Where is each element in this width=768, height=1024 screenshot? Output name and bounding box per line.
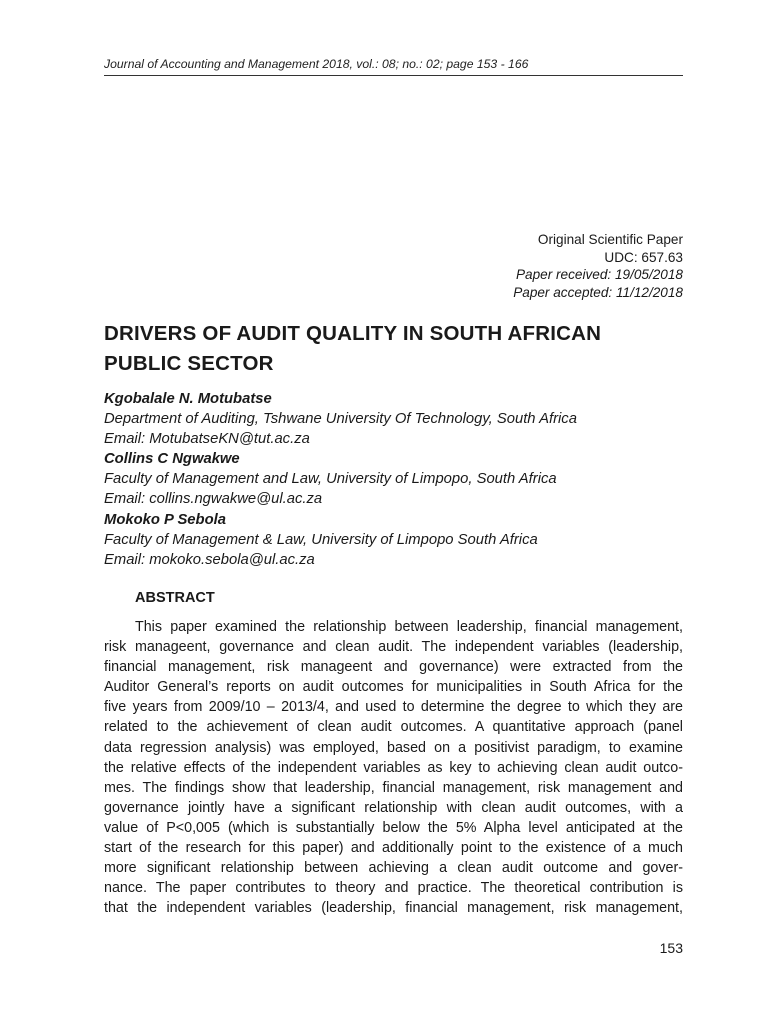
running-head: Journal of Accounting and Management 2018, vol.: 08; no.: 02; page 153 - 166 [104,57,529,71]
author-affiliation: Faculty of Management & Law, University of Limpopo South Africa [104,531,538,548]
author-name: Collins C Ngwakwe [104,451,240,468]
abstract-line: This paper examined the relationship between leadership, financial management, [135,619,683,635]
received-date: Paper received: 19/05/2018 [515,267,683,283]
page-number: 153 [659,940,683,956]
abstract-body [104,617,683,918]
paper-title [104,319,704,379]
accepted-date: Paper accepted: 11/12/2018 [513,284,683,300]
abstract-line: data regression analysis) was employed, based on a positivist paradigm, to examine [104,739,683,756]
title-line: PUBLIC SECTOR [104,352,274,375]
abstract-line: the relative effects of the independent variables as key to achieving clean audit outco- [104,759,683,776]
author-email: Email: MotubatseKN@tut.ac.za [104,431,310,448]
header-rule [104,75,683,76]
paper-type: Original Scientific Paper [537,232,683,247]
abstract-line: more significant relationship between achieving a clean audit outcome and gover- [104,860,683,877]
title-line: DRIVERS OF AUDIT QUALITY IN SOUTH AFRICAN [104,322,602,345]
author-affiliation: Department of Auditing, Tshwane University Of Technology, South Africa [104,411,577,428]
udc-code: UDC: 657.63 [604,249,683,265]
abstract-line: that the independent variables (leadership, financial management, risk management, [104,900,683,917]
abstract-line: risk manageent, governance and clean audit. The independent variables (leadership, [104,639,683,656]
abstract-line: nance. The paper contributes to theory and practice. The theoretical contribution is [104,880,683,897]
author-name: Kgobalale N. Motubatse [104,391,272,407]
abstract-line: Auditor General’s reports on audit outcomes for municipalities in South Africa for the [104,679,683,696]
abstract-line: value of P<0,005 (which is substantially below the 5% Alpha level anticipated at the [104,819,683,836]
author-affiliation: Faculty of Management and Law, University of Limpopo, South Africa [104,471,557,488]
author-list [104,389,577,570]
abstract-heading: ABSTRACT [135,590,215,606]
abstract-line: start of the research for this paper) and additionally point to the existence of a much [104,840,683,857]
author-name: Mokoko P Sebola [104,511,226,528]
abstract-line: mes. The findings show that leadership, financial management, risk management and [104,779,683,796]
abstract-line: financial management, risk manageent and governance) were extracted from the [104,659,683,676]
paper-meta [513,231,683,301]
author-email: Email: collins.ngwakwe@ul.ac.za [104,491,323,508]
abstract-line: related to the achievement of clean audit outcomes. A quantitative approach (panel [104,719,683,736]
author-email: Email: mokoko.sebola@ul.ac.za [104,551,315,568]
abstract-line: five years from 2009/10 – 2013/4, and used to determine the degree to which they are [104,699,683,716]
abstract-line: governance jointly have a significant relationship with clean audit outcomes, with a [104,799,683,816]
